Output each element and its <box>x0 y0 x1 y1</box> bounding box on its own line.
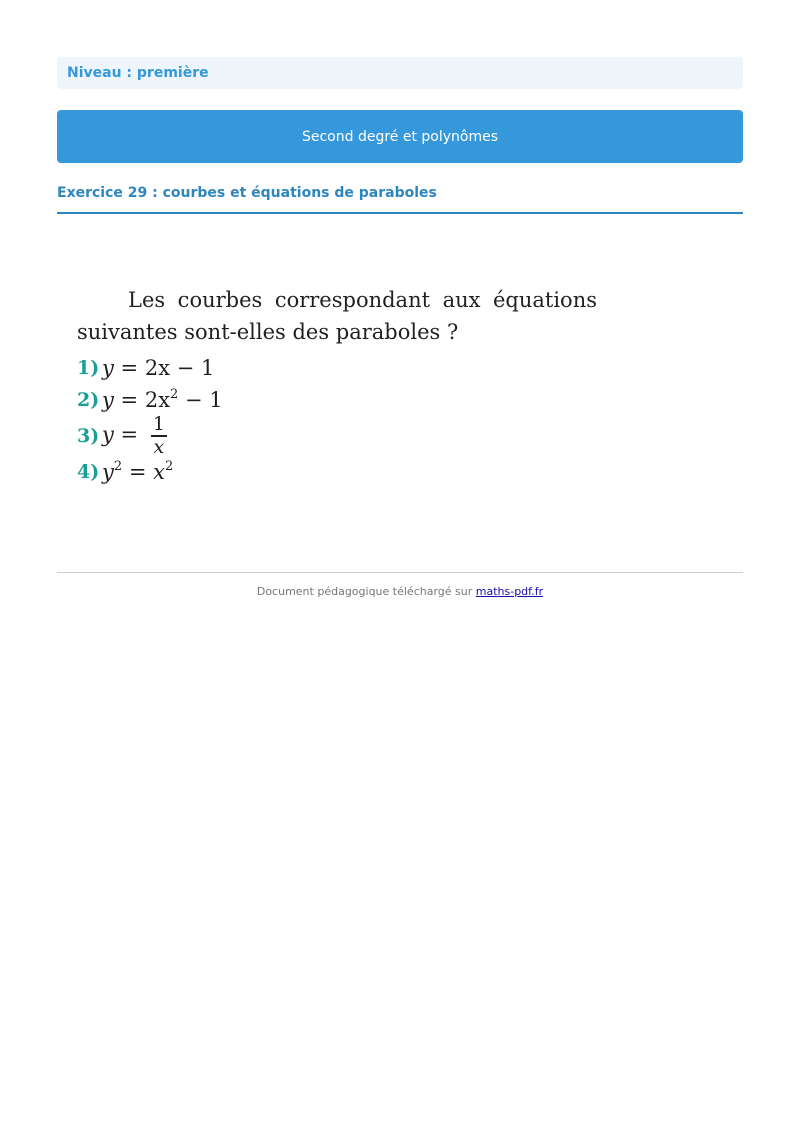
exercise-intro: Les courbes correspondant aux équations suivantes sont-elles des paraboles ? <box>77 288 597 344</box>
exercise-statement <box>77 284 597 488</box>
chapter-banner <box>57 110 743 163</box>
equation-lhs: y <box>102 460 114 484</box>
footer-divider <box>57 572 743 573</box>
level-bar <box>57 57 743 89</box>
equation-lhs: y <box>102 356 114 380</box>
exercise-title: Exercice 29 : courbes et équations de paraboles <box>57 185 743 214</box>
list-item <box>77 384 597 416</box>
equation-rhs-suffix: − 1 <box>178 388 223 412</box>
item-number: 1) <box>77 357 100 379</box>
equation-rhs: x <box>153 460 165 484</box>
equation <box>102 460 173 484</box>
level-label: Niveau : première <box>67 65 209 81</box>
equation-rhs: 2x − 1 <box>144 356 215 380</box>
equals-sign: = <box>113 388 145 412</box>
equation-lhs: y <box>102 422 114 447</box>
equation <box>102 415 167 457</box>
fraction-denominator: x <box>153 436 165 458</box>
footer-text: Document pédagogique téléchargé sur <box>256 585 476 598</box>
equation <box>102 388 223 412</box>
equation-rhs-prefix: 2x <box>144 388 171 412</box>
equals-sign: = <box>113 422 145 447</box>
equation <box>102 356 214 380</box>
equation-lhs: y <box>102 388 114 412</box>
lhs-exponent: 2 <box>113 459 123 474</box>
item-number: 2) <box>77 389 100 411</box>
fraction <box>151 415 167 457</box>
item-number: 3) <box>77 425 100 447</box>
list-item <box>77 456 597 488</box>
footer-link[interactable]: maths-pdf.fr <box>475 585 544 598</box>
chapter-title: Second degré et polynômes <box>301 128 499 145</box>
equation-list <box>77 352 597 488</box>
equals-sign: = <box>113 356 145 380</box>
list-item <box>77 352 597 384</box>
list-item <box>77 413 597 458</box>
exponent: 2 <box>164 459 174 474</box>
exponent: 2 <box>170 387 179 402</box>
item-number: 4) <box>77 461 100 483</box>
fraction-numerator: 1 <box>152 413 165 435</box>
equals-sign: = <box>122 460 154 484</box>
footer <box>57 585 743 598</box>
